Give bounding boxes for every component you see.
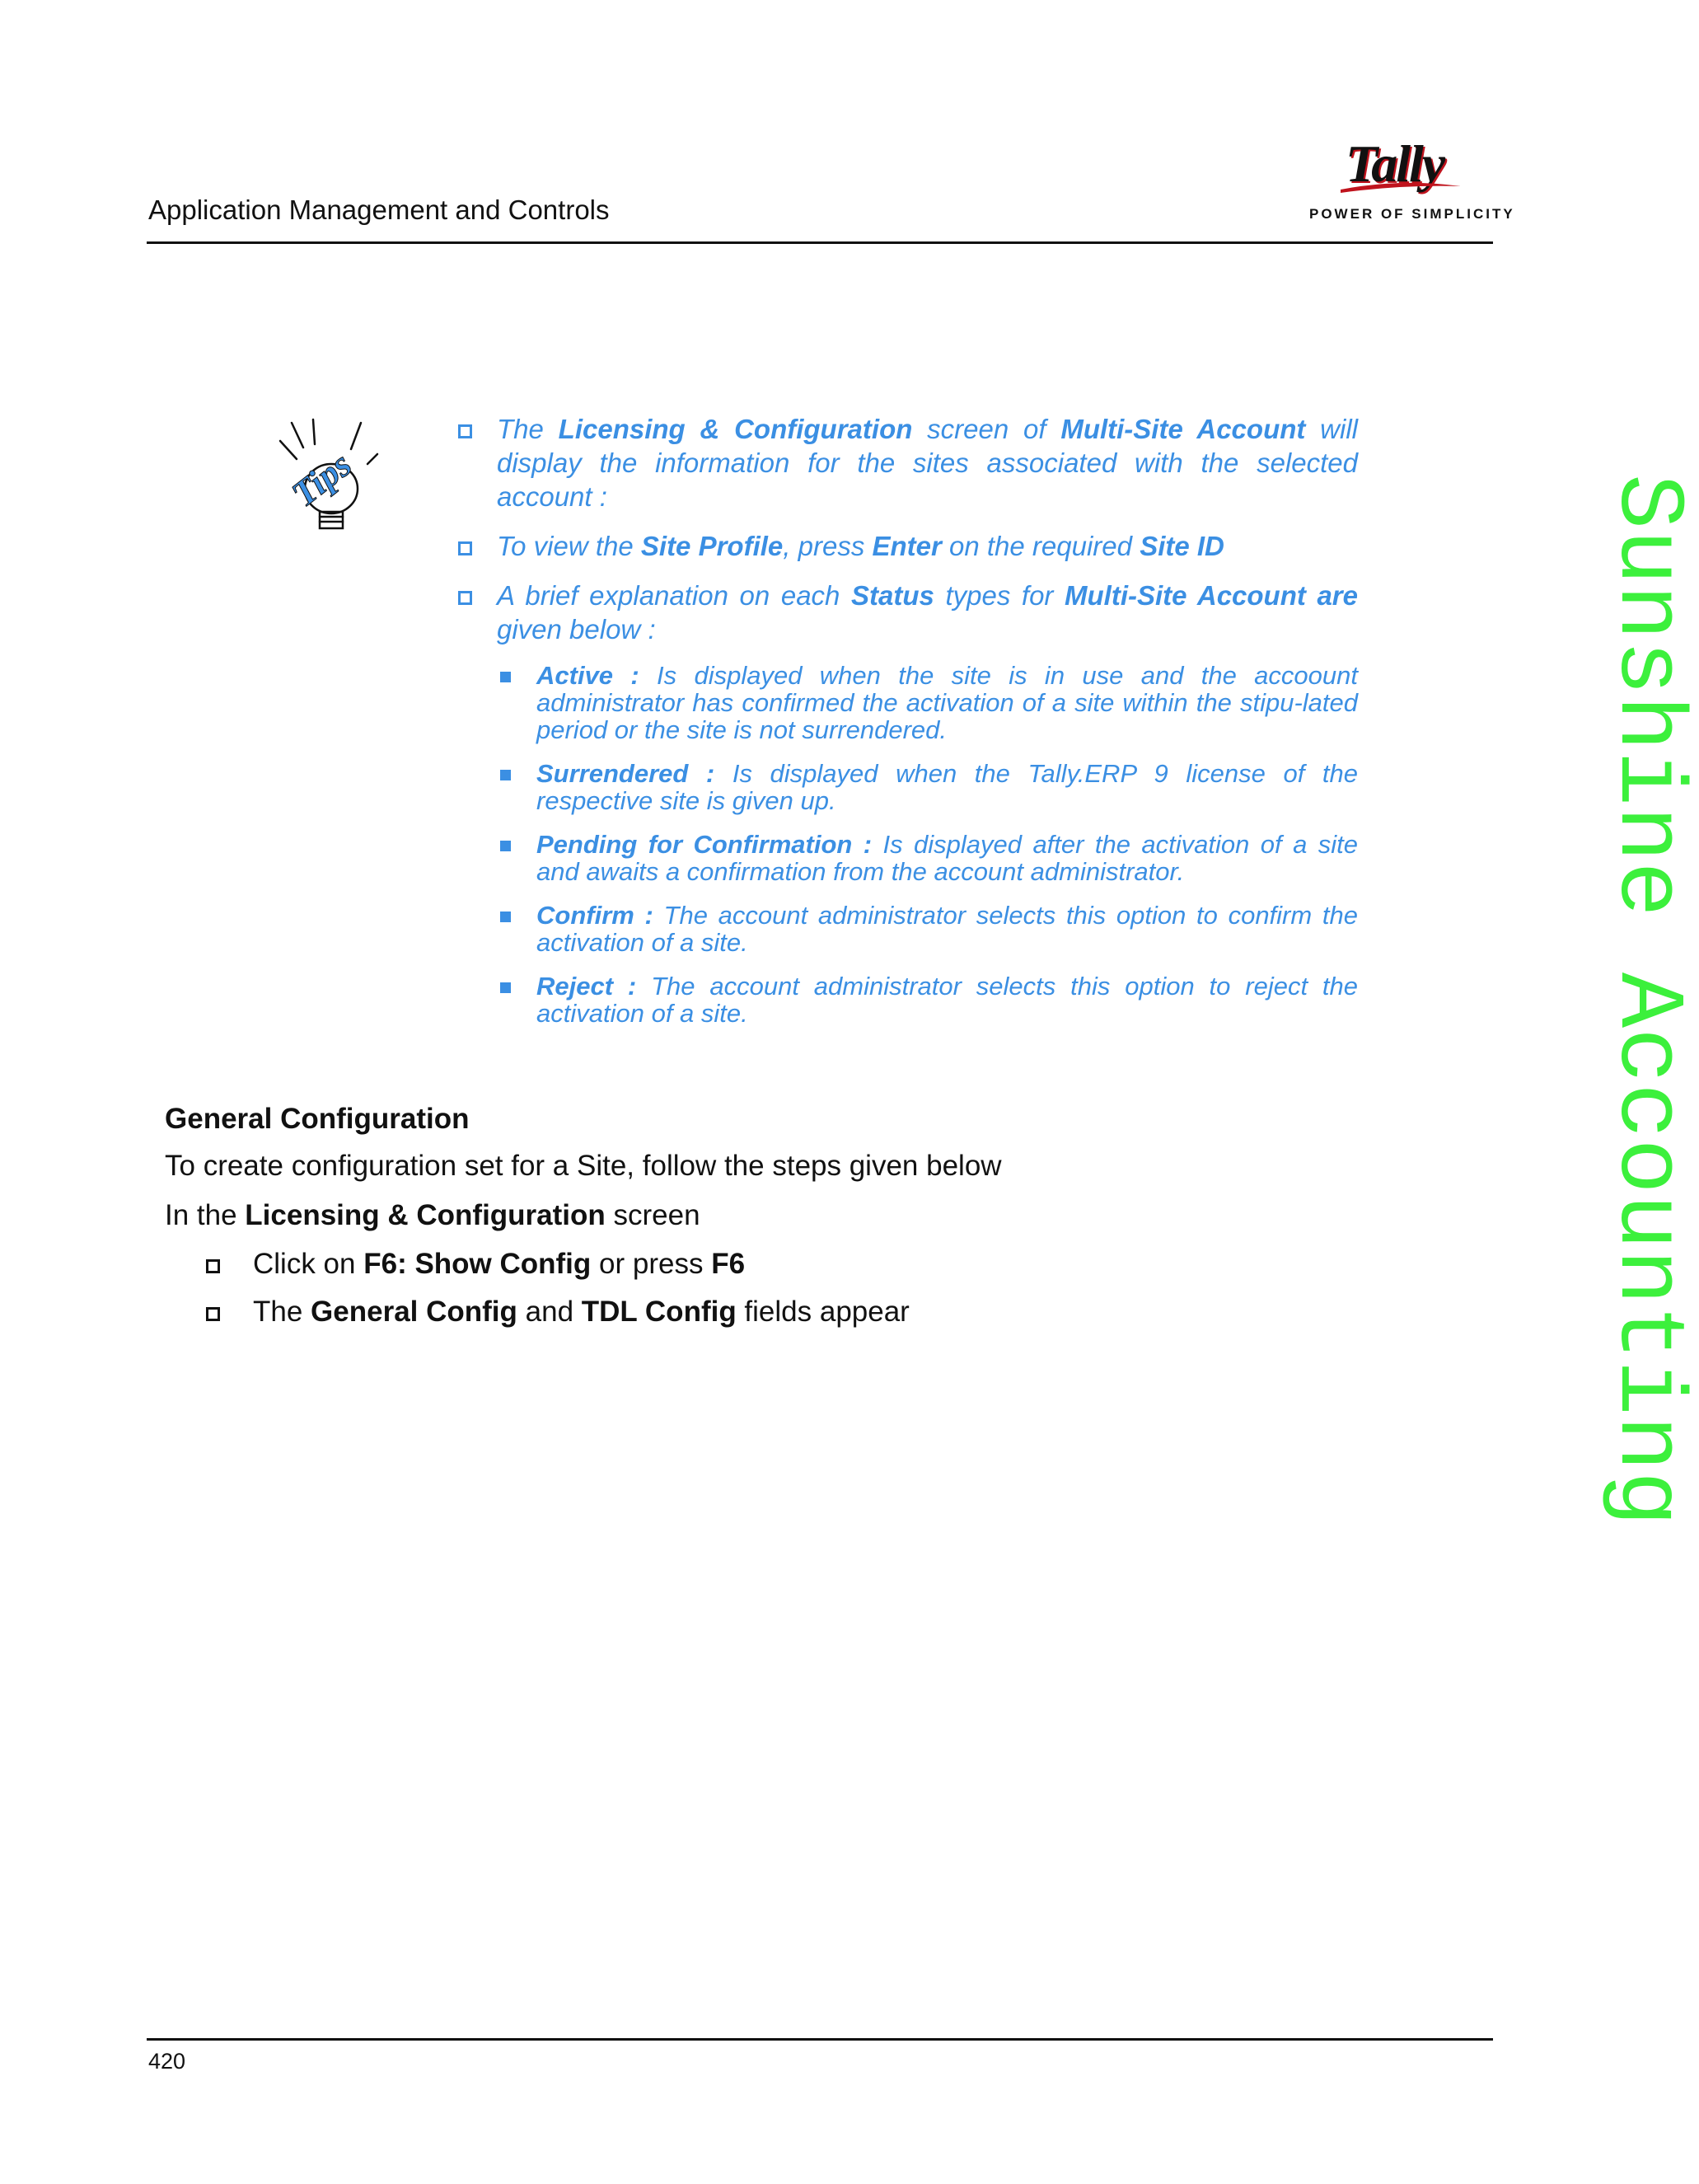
tip-item: To view the Site Profile, press Enter on the required Site ID: [457, 529, 1358, 563]
status-type-item: Pending for Confirmation : Is displayed after the activation of a site and awaits a confirmation from the account administrator.: [497, 831, 1358, 885]
hollow-square-bullet-icon: [206, 1259, 220, 1273]
filled-square-bullet-icon: [500, 982, 511, 993]
tip-item: A brief explanation on each Status types for Multi-Site Account are given below :: [457, 579, 1358, 646]
logo-tagline: POWER OF SIMPLICITY: [1309, 206, 1515, 222]
header-rule: [147, 241, 1493, 244]
status-type-item: Surrendered : Is displayed when the Tally.ERP 9 license of the respective site is given up.: [497, 760, 1358, 814]
filled-square-bullet-icon: [500, 841, 511, 851]
screen-line: In the Licensing & Configuration screen: [165, 1199, 700, 1231]
tip-item: The Licensing & Configuration screen of Multi-Site Account will display the information for the sites associated with the selected account :: [457, 412, 1358, 513]
watermark-text: Sunshine Accounting: [1594, 474, 1699, 1527]
hollow-square-bullet-icon: [458, 424, 472, 438]
filled-square-bullet-icon: [500, 912, 511, 922]
hollow-square-bullet-icon: [458, 541, 472, 555]
status-types-list: [457, 662, 1358, 1027]
tips-box: [457, 412, 1358, 1043]
filled-square-bullet-icon: [500, 770, 511, 780]
section-heading: General Configuration: [165, 1103, 470, 1135]
page-header-title: Application Management and Controls: [148, 194, 610, 225]
logo-wordmark: Tally: [1346, 134, 1444, 193]
status-type-item: Reject : The account administrator selects this option to reject the activation of a site.: [497, 972, 1358, 1027]
status-type-item: Active : Is displayed when the site is in use and the accoount administrator has confirmed the activation of a site within the stipu-lated period or the site is not surrendered.: [497, 662, 1358, 743]
tally-logo: [1306, 134, 1515, 224]
hollow-square-bullet-icon: [206, 1307, 220, 1321]
footer-rule: [147, 2038, 1493, 2041]
filled-square-bullet-icon: [500, 672, 511, 682]
status-type-item: Confirm : The account administrator selects this option to confirm the activation of a site.: [497, 902, 1358, 956]
tips-icon-label: Tips: [284, 443, 359, 515]
page-number: 420: [148, 2049, 186, 2074]
section-intro: To create configuration set for a Site, follow the steps given below: [165, 1150, 1002, 1182]
hollow-square-bullet-icon: [458, 591, 472, 605]
tips-lightbulb-icon: [272, 416, 387, 540]
logo-swoosh-icon: [1339, 180, 1463, 194]
